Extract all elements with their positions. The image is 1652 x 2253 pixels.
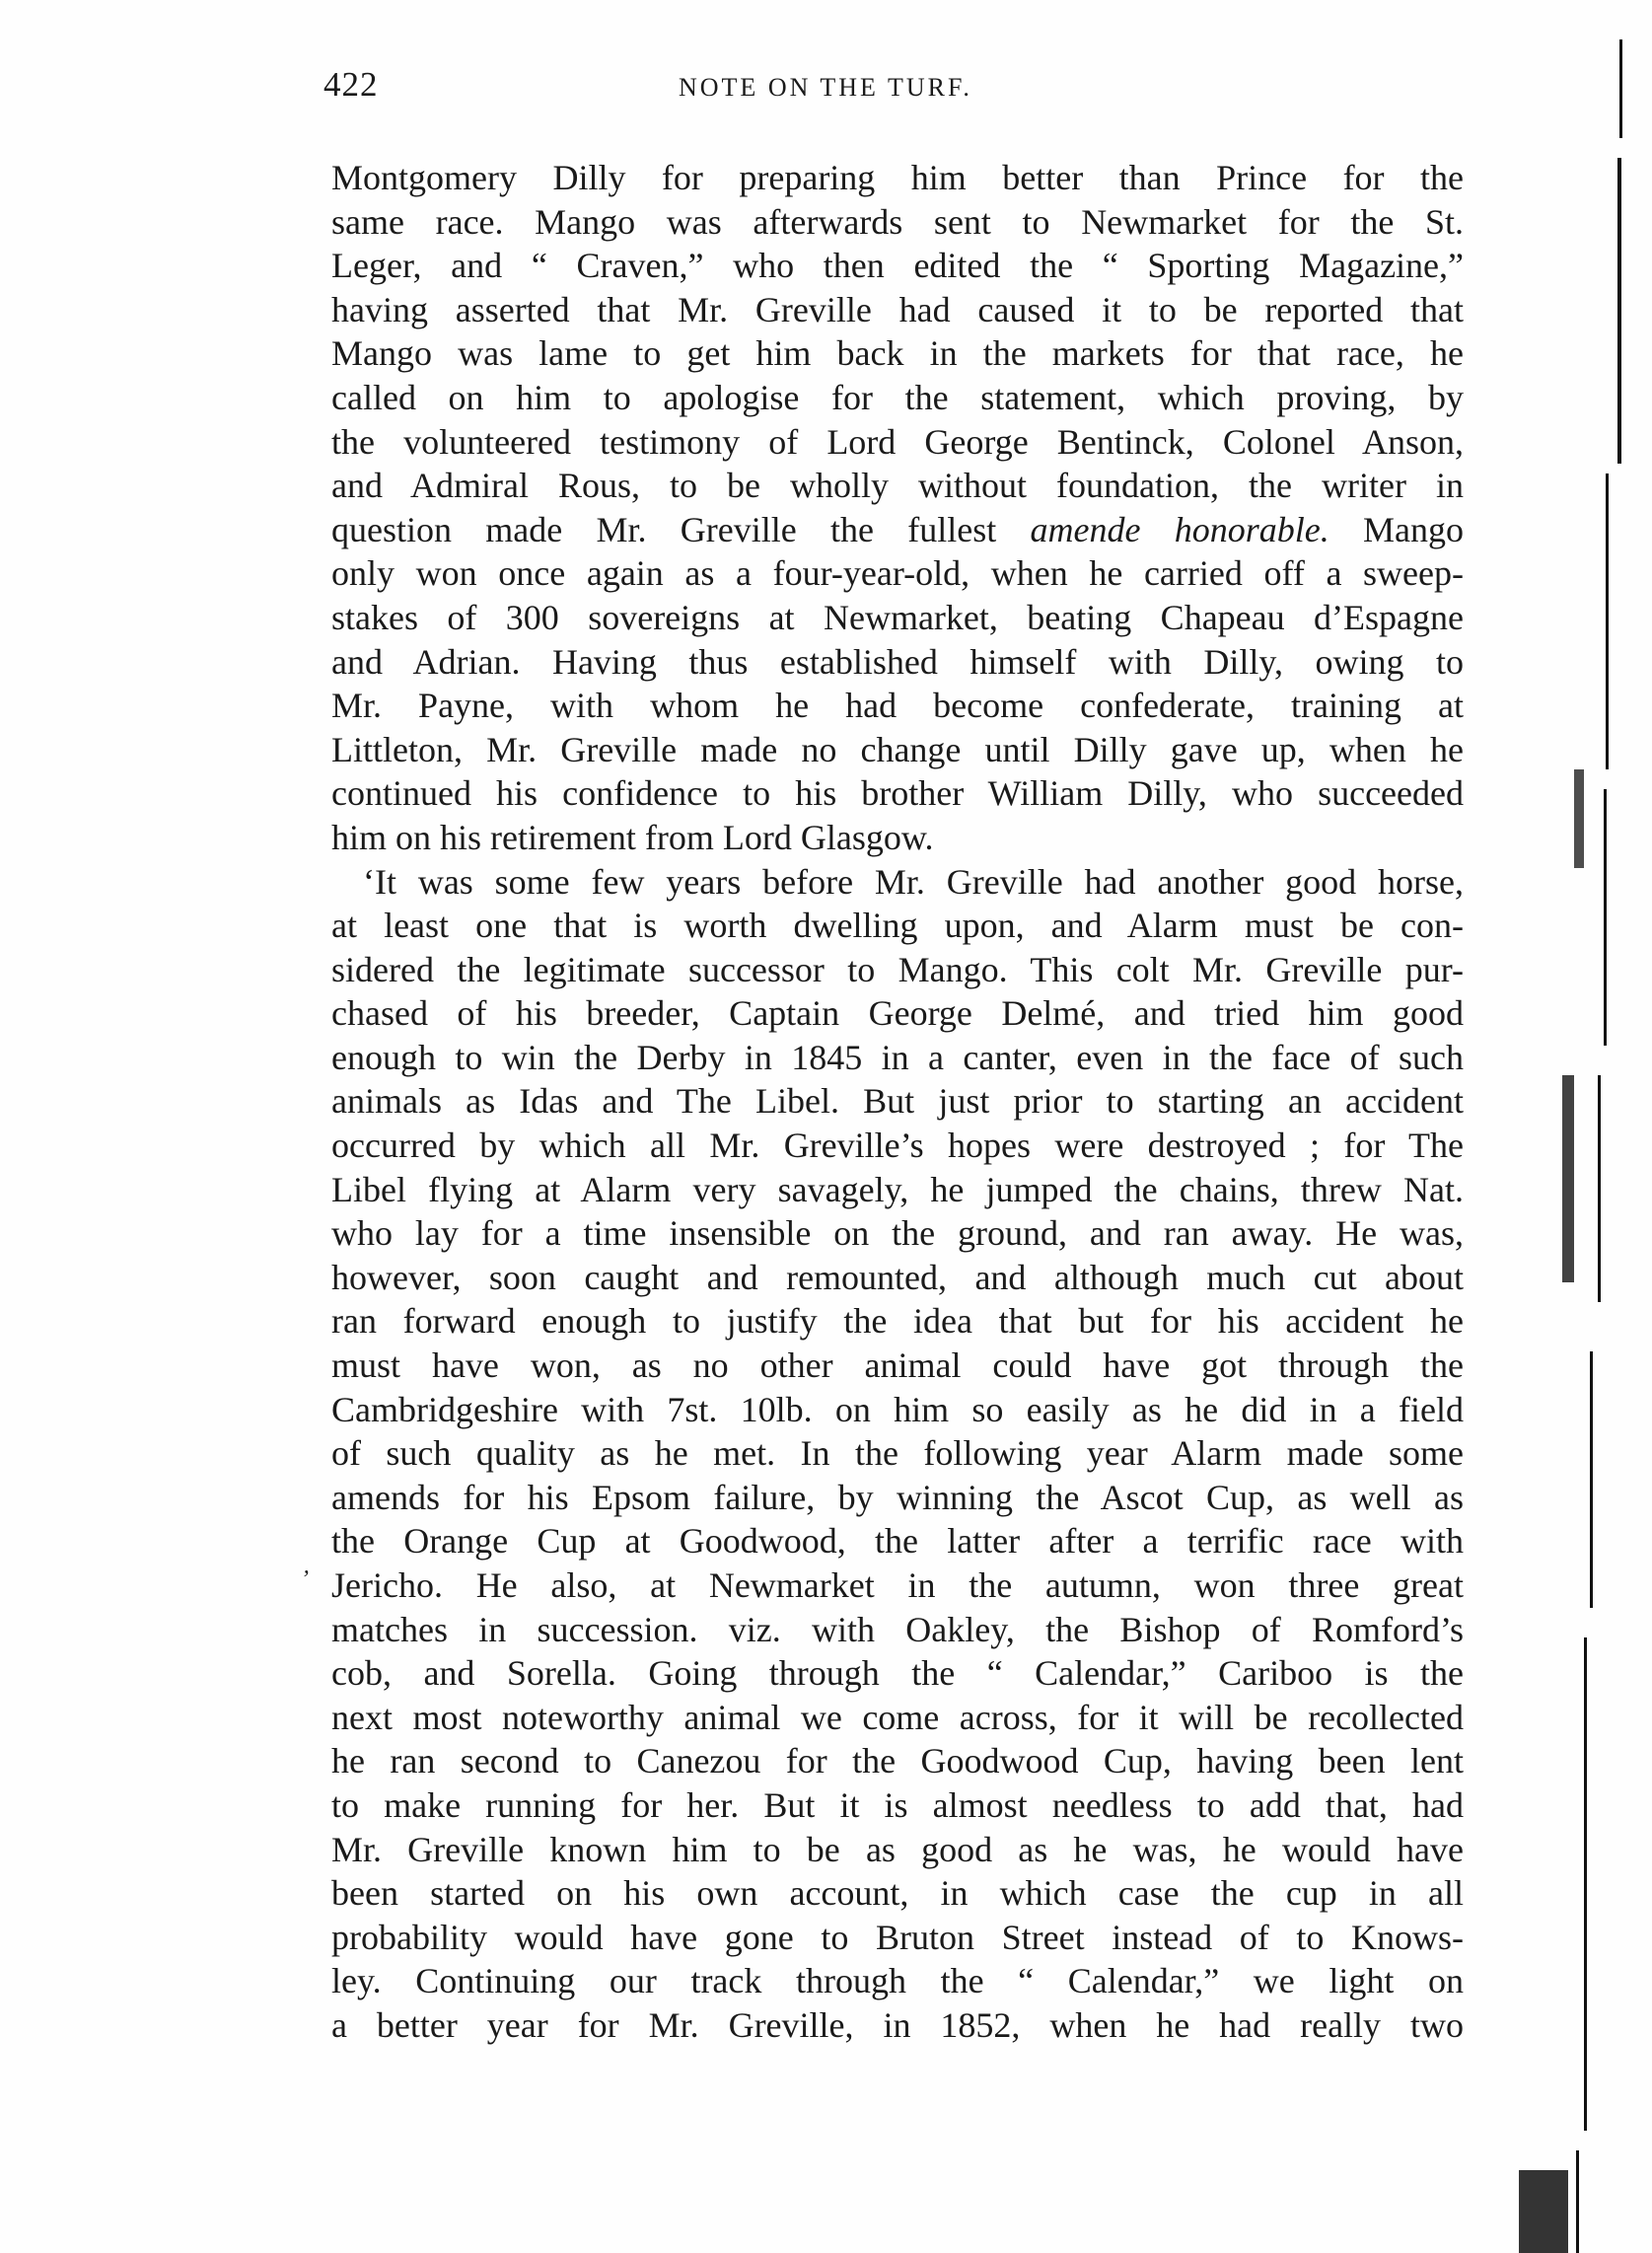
text-line: occurred by which all Mr. Greville’s hopes were destroyed ; for The	[331, 1126, 1464, 1166]
text-line: same race. Mango was afterwards sent to Newmarket for the St.	[331, 201, 1464, 242]
text-line: Mango was lame to get him back in the markets for that race, he	[331, 333, 1464, 374]
scan-edge-line	[1604, 789, 1607, 1046]
text-line: who lay for a time insensible on the ground, and ran away. He was,	[331, 1213, 1464, 1254]
text-line: next most noteworthy animal we come across, for it will be recollected	[331, 1697, 1464, 1737]
running-head	[323, 65, 1460, 114]
text-line: ran forward enough to justify the idea that but for his accident he	[331, 1301, 1464, 1342]
text-line: must have won, as no other animal could have got through the	[331, 1345, 1464, 1386]
text-line: at least one that is worth dwelling upon, and Alarm must be con-	[331, 906, 1464, 946]
text-line: a better year for Mr. Greville, in 1852, when he had really two	[331, 2004, 1464, 2045]
text-line: chased of his breeder, Captain George Delmé, and tried him good	[331, 993, 1464, 1034]
scan-edge-line	[1619, 39, 1622, 138]
text-line: been started on his own account, in which case the cup in all	[331, 1873, 1464, 1914]
scan-edge-line	[1606, 473, 1609, 769]
scan-edge-line	[1617, 158, 1621, 464]
text-line: Libel flying at Alarm very savagely, he jumped the chains, threw Nat.	[331, 1169, 1464, 1209]
text-line: him on his retirement from Lord Glasgow.	[331, 817, 934, 857]
italic-phrase: amende honorable.	[1030, 509, 1329, 549]
text-line: animals as Idas and The Libel. But just prior to starting an accident	[331, 1081, 1464, 1122]
text-line: enough to win the Derby in 1845 in a canter, even in the face of such	[331, 1037, 1464, 1077]
text-segment: question made Mr. Greville the fullest	[331, 509, 1031, 549]
text-line: Mr. Greville known him to be as good as he was, he would have	[331, 1829, 1464, 1869]
text-line-with-italic	[331, 508, 1464, 552]
text-line: and Admiral Rous, to be wholly without foundation, the writer in	[331, 466, 1464, 506]
text-line: called on him to apologise for the statement, which proving, by	[331, 377, 1464, 417]
text-line: he ran second to Canezou for the Goodwood Cup, having been lent	[331, 1741, 1464, 1781]
text-line: probability would have gone to Bruton Street instead of to Knows-	[331, 1917, 1464, 1957]
text-line: amends for his Epsom failure, by winning the Ascot Cup, as well as	[331, 1477, 1464, 1517]
text-line: only won once again as a four-year-old, when he carried off a sweep-	[331, 553, 1464, 594]
scan-edge-shadow	[1562, 1075, 1574, 1282]
text-line: cob, and Sorella. Going through the “ Calendar,” Cariboo is the	[331, 1653, 1464, 1694]
text-line: however, soon caught and remounted, and although much cut about	[331, 1257, 1464, 1297]
text-line: Leger, and “ Craven,” who then edited the “ Sporting Magazine,”	[331, 246, 1464, 286]
text-line: Mr. Payne, with whom he had become confederate, training at	[331, 686, 1464, 726]
scan-edge-line	[1576, 2150, 1579, 2253]
text-segment: Mango	[1329, 509, 1464, 549]
scan-edge-line	[1590, 1351, 1593, 1608]
text-line: to make running for her. But it is almost needless to add that, had	[331, 1784, 1464, 1825]
text-line: and Adrian. Having thus established himself with Dilly, owing to	[331, 641, 1464, 682]
text-line: Jericho. He also, at Newmarket in the autumn, won three great	[331, 1565, 1464, 1605]
text-line: the Orange Cup at Goodwood, the latter after a terrific race with	[331, 1521, 1464, 1562]
text-line: Cambridgeshire with 7st. 10lb. on him so easily as he did in a field	[331, 1389, 1464, 1429]
scan-edge-shadow	[1519, 2170, 1568, 2253]
text-line: matches in succession. viz. with Oakley, the Bishop of Romford’s	[331, 1609, 1464, 1649]
body-text	[331, 156, 1464, 2048]
text-line: stakes of 300 sovereigns at Newmarket, beating Chapeau d’Espagne	[331, 597, 1464, 637]
scan-edge-shadow	[1574, 769, 1584, 868]
text-line: ‘It was some few years before Mr. Greville had another good horse,	[363, 861, 1464, 902]
text-line: Littleton, Mr. Greville made no change until Dilly gave up, when he	[331, 729, 1464, 769]
running-title: NOTE ON THE TURF.	[679, 73, 972, 102]
text-line: continued his confidence to his brother William Dilly, who succeeded	[331, 773, 1464, 814]
text-line: having asserted that Mr. Greville had caused it to be reported that	[331, 289, 1464, 329]
text-line: ley. Continuing our track through the “ Calendar,” we light on	[331, 1961, 1464, 2001]
text-line: of such quality as he met. In the following year Alarm made some	[331, 1433, 1464, 1474]
page-number: 422	[323, 65, 379, 104]
margin-mark: ’	[301, 1566, 309, 1592]
scan-edge-line	[1598, 1075, 1601, 1302]
scan-edge-line	[1584, 1637, 1587, 2131]
text-line: the volunteered testimony of Lord George Bentinck, Colonel Anson,	[331, 421, 1464, 462]
text-line: Montgomery Dilly for preparing him better than Prince for the	[331, 158, 1464, 197]
text-line: sidered the legitimate successor to Mango. This colt Mr. Greville pur-	[331, 949, 1464, 989]
